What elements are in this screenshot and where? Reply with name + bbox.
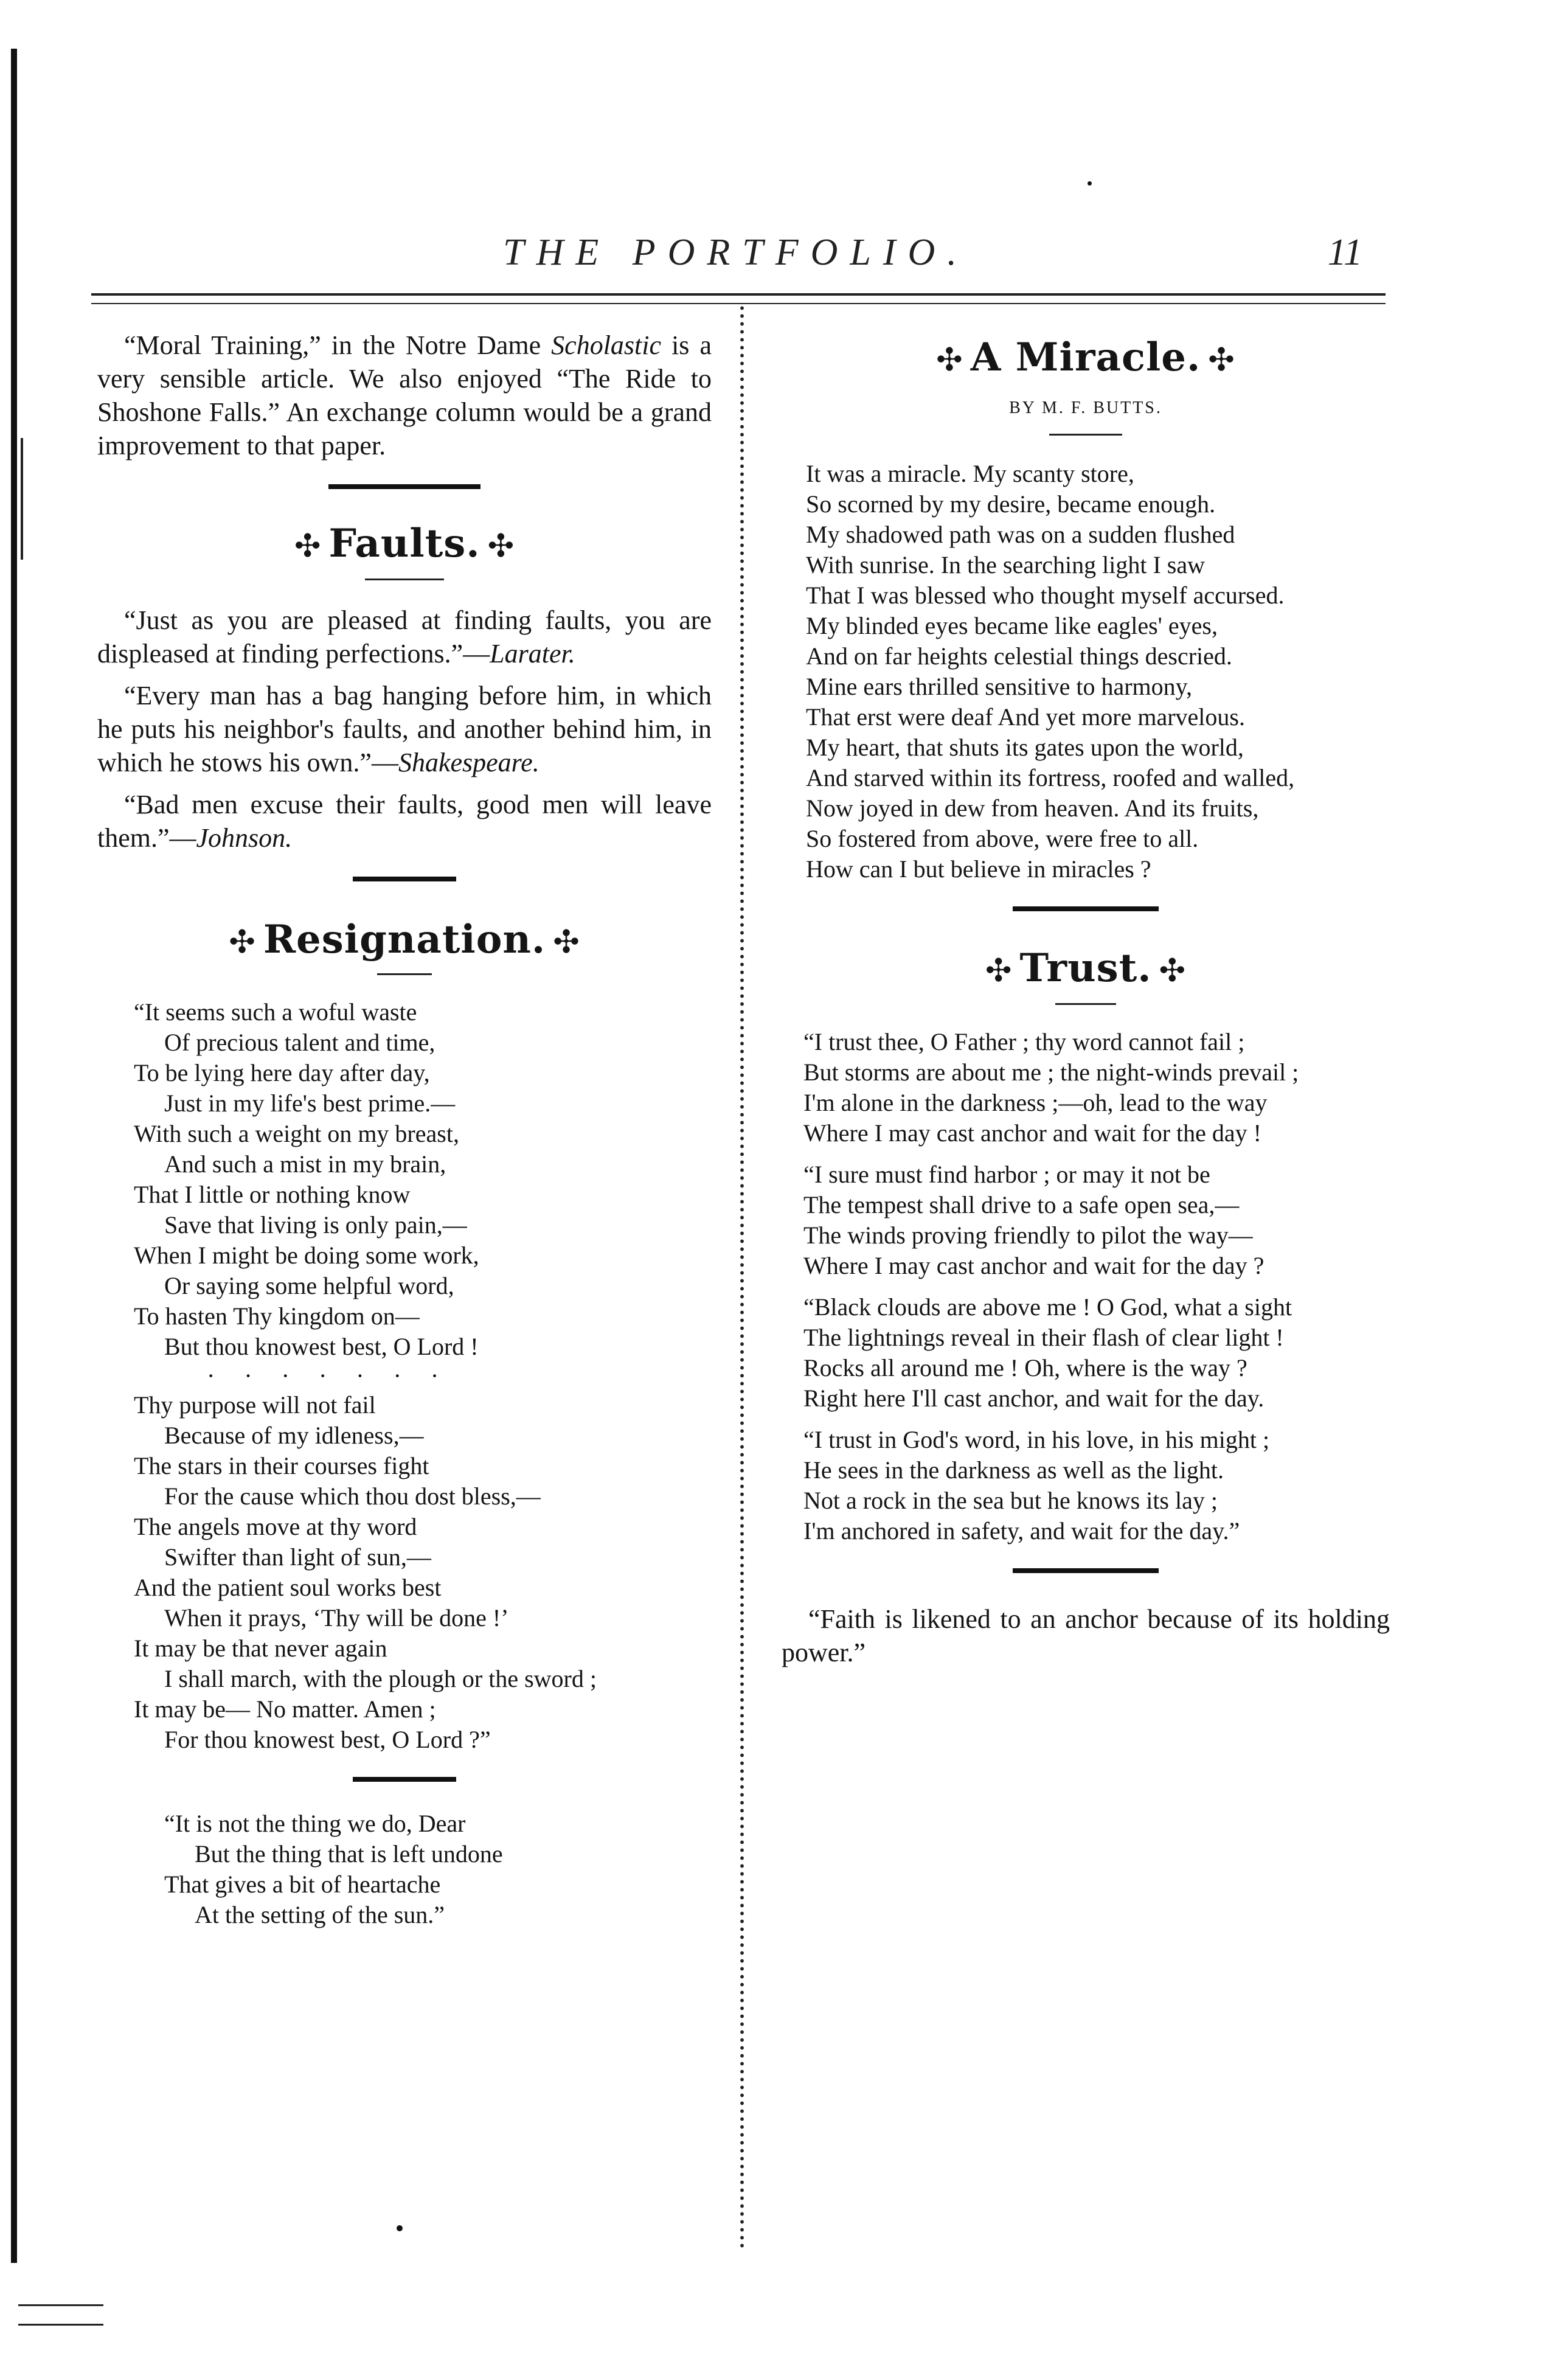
poem-line: And the patient soul works best xyxy=(134,1574,442,1601)
poem-line: When I might be doing some work, xyxy=(134,1242,479,1269)
poem-line: To hasten Thy kingdom on— xyxy=(134,1302,420,1330)
poem-line: But the thing that is left undone xyxy=(195,1840,503,1868)
poem-line: My blinded eyes became like eagles' eyes, xyxy=(806,612,1218,639)
miracle-poem xyxy=(806,459,1390,884)
page-edge-bar xyxy=(11,49,17,2263)
poem-line: Where I may cast anchor and wait for the day ? xyxy=(803,1252,1264,1279)
quote-shakespeare: “Every man has a bag hanging before him, in which he puts his neighbor's faults, and another behind him, in which he stows his own.”—Shakespeare. xyxy=(97,681,712,777)
trust-poem xyxy=(803,1027,1390,1546)
poem-line: For thou knowest best, O Lord ?” xyxy=(164,1726,491,1753)
quote-lavater: “Just as you are pleased at finding faults, you are displeased at finding perfections.”—Larater. xyxy=(97,605,712,669)
poem-line: Now joyed in dew from heaven. And its fruits, xyxy=(806,794,1259,822)
poem-line: With such a weight on my breast, xyxy=(134,1120,459,1147)
resignation-poem xyxy=(134,997,712,1755)
poem-line: “I sure must find harbor ; or may it not be xyxy=(803,1161,1210,1188)
poem-line: My shadowed path was on a sudden flushed xyxy=(806,521,1235,548)
page-number: 11 xyxy=(1327,232,1362,273)
poem-line: So scorned by my desire, became enough. xyxy=(806,490,1216,518)
poem-line: That I was blessed who thought myself accursed. xyxy=(806,582,1285,609)
miracle-heading: ✣ A Miracle. ✣ xyxy=(936,335,1235,380)
quote-johnson: “Bad men excuse their faults, good men will leave them.”—Johnson. xyxy=(97,790,712,853)
poem-line: When it prays, ‘Thy will be done !’ xyxy=(164,1604,509,1632)
poem-line: Rocks all around me ! Oh, where is the way ? xyxy=(803,1354,1247,1381)
page-foot-line xyxy=(18,2304,103,2306)
page-foot-line xyxy=(18,2324,103,2326)
poem-line: It may be that never again xyxy=(134,1635,387,1662)
poem-line: The tempest shall drive to a safe open sea,— xyxy=(803,1191,1240,1218)
poem-line: “I trust in God's word, in his love, in his might ; xyxy=(803,1426,1270,1453)
section-divider xyxy=(353,1777,456,1782)
exchange-note: “Moral Training,” in the Notre Dame Scholastic is a very sensible article. We also enjoyed “The Ride to Shoshone Falls.” An exchange column would be a grand improvement to that paper. xyxy=(97,330,712,460)
poem-line: I'm anchored in safety, and wait for the day.” xyxy=(803,1517,1240,1545)
poem-line: Save that living is only pain,— xyxy=(164,1211,467,1239)
ellipsis-dots: ······· xyxy=(207,1362,468,1389)
resignation-heading: ✣ Resignation. ✣ xyxy=(229,917,580,962)
faults-heading: ✣ Faults. ✣ xyxy=(294,521,515,566)
poem-line: But thou knowest best, O Lord ! xyxy=(164,1333,479,1360)
poem-line: How can I but believe in miracles ? xyxy=(806,855,1151,883)
ink-speck xyxy=(1088,181,1092,186)
poem-line: For the cause which thou dost bless,— xyxy=(164,1482,541,1510)
page-header xyxy=(91,225,1381,292)
trust-heading: ✣ Trust. ✣ xyxy=(985,945,1187,991)
section-divider xyxy=(1013,906,1159,911)
poem-line: Or saying some helpful word, xyxy=(164,1272,454,1299)
poem-line: Thy purpose will not fail xyxy=(134,1391,376,1419)
section-divider xyxy=(328,484,480,489)
poem-line: It was a miracle. My scanty store, xyxy=(806,460,1134,487)
poem-line: But storms are about me ; the night-winds prevail ; xyxy=(803,1058,1299,1086)
right-column xyxy=(782,328,1390,1678)
running-title: THE PORTFOLIO. xyxy=(503,232,969,273)
closing-verse xyxy=(164,1809,712,1930)
poem-line: To be lying here day after day, xyxy=(134,1059,430,1086)
poem-line: Where I may cast anchor and wait for the day ! xyxy=(803,1119,1261,1147)
poem-line: With sunrise. In the searching light I saw xyxy=(806,551,1205,579)
poem-line: He sees in the darkness as well as the light. xyxy=(803,1456,1224,1484)
poem-line: I shall march, with the plough or the sword ; xyxy=(164,1665,597,1692)
poem-line: Swifter than light of sun,— xyxy=(164,1543,431,1571)
poem-line: The angels move at thy word xyxy=(134,1513,417,1540)
page-edge-mark xyxy=(21,438,23,560)
poem-line: “Black clouds are above me ! O God, what a sight xyxy=(803,1293,1292,1321)
ink-speck xyxy=(397,2225,403,2231)
poem-line: And on far heights celestial things descried. xyxy=(806,642,1232,670)
poem-line: That I little or nothing know xyxy=(134,1181,411,1208)
poem-line: Mine ears thrilled sensitive to harmony, xyxy=(806,673,1193,700)
left-column xyxy=(97,328,712,1930)
poem-line: So fostered from above, were free to all. xyxy=(806,825,1199,852)
poem-line: “I trust thee, O Father ; thy word cannot fail ; xyxy=(803,1028,1245,1055)
poem-line: I'm alone in the darkness ;—oh, lead to the way xyxy=(803,1089,1268,1116)
poem-line: Right here I'll cast anchor, and wait for the day. xyxy=(803,1385,1264,1412)
poem-line: And such a mist in my brain, xyxy=(164,1150,446,1178)
header-rule xyxy=(91,293,1386,296)
poem-line: “It is not the thing we do, Dear xyxy=(164,1810,466,1837)
section-divider xyxy=(1013,1568,1159,1573)
poem-line: Just in my life's best prime.— xyxy=(164,1089,456,1117)
poem-line: “It seems such a woful waste xyxy=(134,998,417,1026)
poem-line: The lightnings reveal in their flash of clear light ! xyxy=(803,1324,1284,1351)
section-divider xyxy=(353,877,456,881)
closing-quote: “Faith is likened to an anchor because of its holding power.” xyxy=(782,1604,1390,1667)
poem-line: The winds proving friendly to pilot the way— xyxy=(803,1221,1253,1249)
poem-line: It may be— No matter. Amen ; xyxy=(134,1695,436,1723)
poem-line: That erst were deaf And yet more marvelous. xyxy=(806,703,1245,731)
poem-line: Not a rock in the sea but he knows its lay ; xyxy=(803,1487,1218,1514)
poem-line: My heart, that shuts its gates upon the world, xyxy=(806,734,1244,761)
column-separator xyxy=(740,304,744,2251)
poem-line: Of precious talent and time, xyxy=(164,1029,435,1056)
poem-line: Because of my idleness,— xyxy=(164,1422,424,1449)
poem-line: The stars in their courses fight xyxy=(134,1452,429,1479)
header-rule-thin xyxy=(91,303,1386,304)
poem-line: That gives a bit of heartache xyxy=(164,1871,441,1898)
poem-line: And starved within its fortress, roofed and walled, xyxy=(806,764,1295,791)
byline: BY M. F. BUTTS. xyxy=(1009,398,1162,417)
poem-line: At the setting of the sun.” xyxy=(195,1901,445,1928)
